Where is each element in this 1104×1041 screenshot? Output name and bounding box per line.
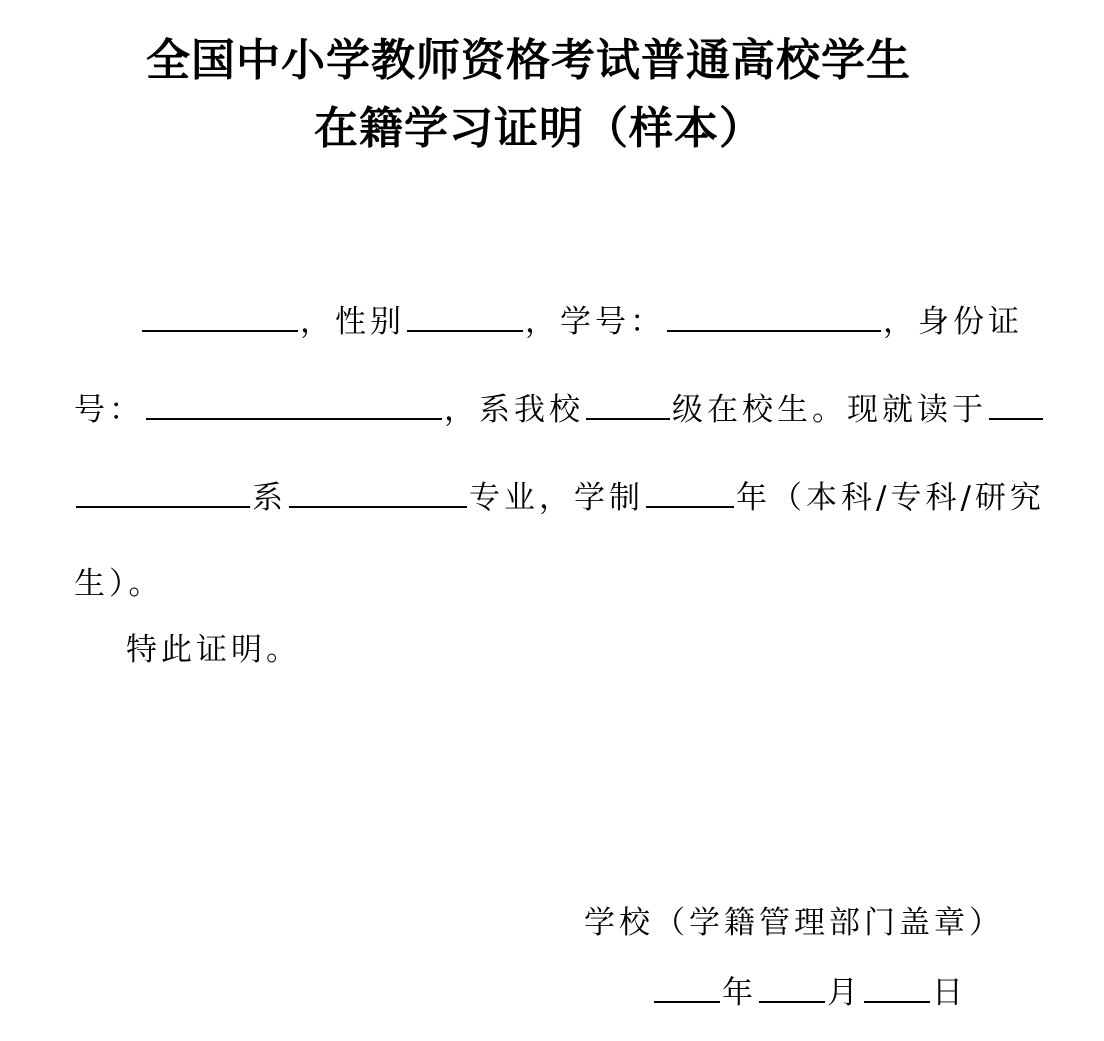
name-blank bbox=[142, 300, 298, 332]
department-label: 系 bbox=[252, 480, 287, 516]
id-card-label-cont: 号： bbox=[74, 392, 144, 428]
duration-blank bbox=[646, 476, 734, 508]
department-blank-start bbox=[989, 388, 1043, 420]
month-label: 月 bbox=[827, 975, 862, 1011]
department-blank bbox=[76, 476, 250, 508]
paragraph-line4 bbox=[74, 564, 164, 604]
school-stamp-label: 学校（学籍管理部门盖章） bbox=[584, 905, 1004, 941]
year-label: 年 bbox=[722, 975, 757, 1011]
id-card-blank bbox=[146, 388, 442, 420]
document-title-line2: 在籍学习证明（样本） bbox=[314, 103, 764, 154]
major-label: 专业，学制 bbox=[469, 480, 644, 516]
years-label: 年（本科/专科/研究 bbox=[736, 480, 1045, 516]
day-label: 日 bbox=[932, 975, 967, 1011]
certification-statement: 特此证明。 bbox=[126, 632, 301, 668]
student-id-label: ，学号： bbox=[525, 304, 665, 340]
degree-suffix: 生）。 bbox=[74, 566, 164, 602]
school-prefix: ，系我校 bbox=[444, 392, 584, 428]
day-blank bbox=[864, 971, 930, 1003]
year-blank bbox=[654, 971, 720, 1003]
date-line bbox=[652, 971, 967, 1013]
major-blank bbox=[289, 476, 467, 508]
student-id-blank bbox=[667, 300, 881, 332]
paragraph-line1 bbox=[140, 300, 1023, 342]
month-blank bbox=[759, 971, 825, 1003]
paragraph-line3 bbox=[74, 476, 1045, 518]
paragraph-line2 bbox=[74, 388, 1045, 430]
document-title-line1: 全国中小学教师资格考试普通高校学生 bbox=[146, 35, 911, 86]
gender-label: ，性别 bbox=[300, 304, 405, 340]
gender-blank bbox=[407, 300, 523, 332]
grade-suffix: 级在校生。现就读于 bbox=[672, 392, 987, 428]
id-card-label: ，身份证 bbox=[883, 304, 1023, 340]
grade-blank bbox=[586, 388, 670, 420]
